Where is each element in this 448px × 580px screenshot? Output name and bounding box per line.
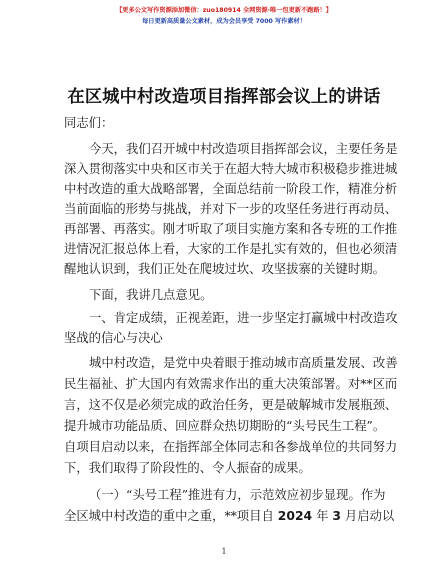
paragraph-line: 提升城市功能品质、回应群众热切期盼的“头号民生工程”。 xyxy=(64,419,386,433)
section-heading-line: 坚战的信心与决心 xyxy=(64,331,163,345)
paragraph-line: 再部署、再落实。刚才听取了项目实施方案和各专班的工作推 xyxy=(64,222,398,236)
paragraph-line: 下，我们取得了阶段性的、令人振奋的成果。 xyxy=(64,461,311,475)
paragraph-line: 下面，我讲几点意见。 xyxy=(89,288,213,302)
paragraph-line: 醒地认识到，我们正处在爬坡过坎、攻坚拔寨的关键时期。 xyxy=(64,262,385,276)
paragraph-line: 深入贯彻落实中央和区市关于在超大特大城市积极稳步推进城 xyxy=(64,162,398,176)
paragraph-line: 当前面临的形势与挑战，并对下一步的攻坚任务进行再动员、 xyxy=(64,202,398,216)
salutation: 同志们： xyxy=(64,116,114,130)
paragraph-line: 进情况汇报总体上看，大家的工作是扎实有效的，但也必须清 xyxy=(64,242,398,256)
line-text: 全区城中村改造的重中之重，**项目自 xyxy=(64,509,274,523)
page-number: 1 xyxy=(221,547,227,556)
document-title: 在区城中村改造项目指挥部会议上的讲话 xyxy=(67,87,381,107)
section-heading-line: 一、肯定成绩，正视差距，进一步坚定打赢城中村改造攻 xyxy=(89,311,398,325)
line-text: 年 xyxy=(316,509,329,523)
paragraph-line: （一）“头号工程”推进有力，示范效应初步显现。作为 xyxy=(89,488,386,502)
month-number: 3 xyxy=(332,509,341,523)
promo-banner-line-1: 【更多公文写作资源添加微信：zuo180914 全网资源·唯一包更新不跑路！】 xyxy=(116,7,332,14)
line-text: 月启动以 xyxy=(344,509,395,523)
paragraph-line: 中村改造的重大战略部署，全面总结前一阶段工作，精准分析 xyxy=(64,182,398,196)
paragraph-line: 言，这不仅是必须完成的政治任务，更是破解城市发展瓶颈、 xyxy=(64,398,398,412)
paragraph-line: 今天，我们召开城中村改造项目指挥部会议，主要任务是 xyxy=(89,142,398,156)
paragraph-line: 自项目启动以来，在指挥部全体同志和各参战单位的共同努力 xyxy=(64,440,398,454)
paragraph-line: 城中村改造，是党中央着眼于推动城市高质量发展、改善 xyxy=(89,356,398,370)
year-number: 2024 xyxy=(277,509,313,523)
paragraph-line: 民生福祉、扩大国内有效需求作出的重大决策部署。对**区而 xyxy=(64,377,398,391)
paragraph-line-with-date xyxy=(64,508,395,524)
promo-banner-line-2: 每日更新高质量公文素材，成为会员享受 7000 写作素材！ xyxy=(142,18,306,25)
